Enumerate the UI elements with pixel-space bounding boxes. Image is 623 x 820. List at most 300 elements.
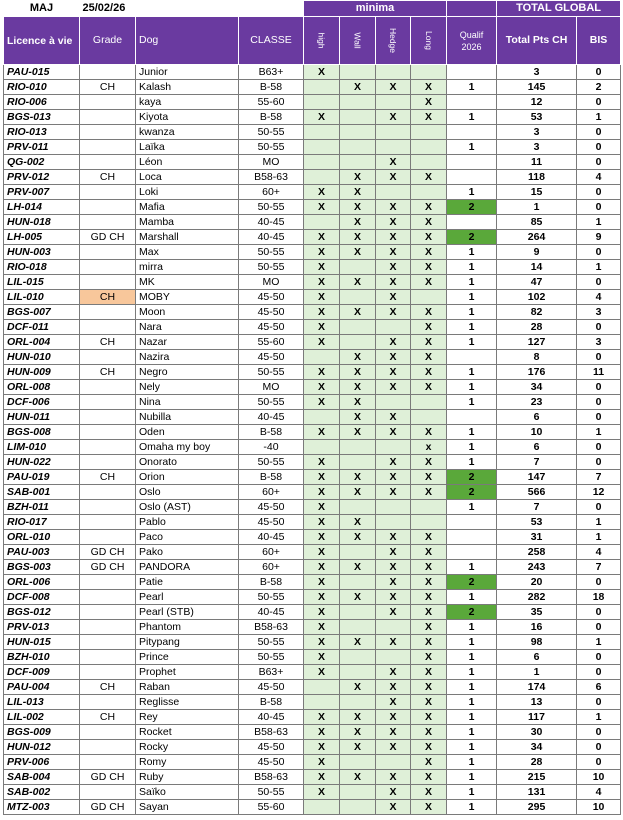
cell-grade (80, 500, 136, 515)
table-row (4, 590, 621, 605)
table-row (4, 710, 621, 725)
cell-classe: B-58 (239, 80, 304, 95)
col-total-pts: Total Pts CH (497, 17, 577, 65)
cell-wall (340, 65, 376, 80)
cell-dog: Onorato (136, 455, 239, 470)
cell-long: X (411, 605, 447, 620)
cell-long: X (411, 275, 447, 290)
cell-pts: 3 (497, 140, 577, 155)
cell-wall: X (340, 350, 376, 365)
table-row (4, 725, 621, 740)
cell-hedge: X (376, 380, 411, 395)
cell-qualif: 1 (447, 500, 497, 515)
cell-wall: X (340, 185, 376, 200)
cell-grade (80, 305, 136, 320)
cell-dog: Kiyota (136, 110, 239, 125)
cell-licence: BGS-013 (4, 110, 80, 125)
cell-grade: CH (80, 710, 136, 725)
cell-dog: Pearl (136, 590, 239, 605)
cell-classe: B63+ (239, 665, 304, 680)
cell-licence: BGS-008 (4, 425, 80, 440)
cell-grade (80, 350, 136, 365)
table-row (4, 110, 621, 125)
table-row (4, 215, 621, 230)
cell-pts: 1 (497, 665, 577, 680)
cell-pts: 14 (497, 260, 577, 275)
cell-pts: 215 (497, 770, 577, 785)
cell-hedge: X (376, 305, 411, 320)
cell-long: X (411, 95, 447, 110)
cell-grade (80, 185, 136, 200)
cell-bis: 0 (577, 620, 621, 635)
cell-licence: PRV-012 (4, 170, 80, 185)
cell-licence: RIO-018 (4, 260, 80, 275)
cell-grade (80, 65, 136, 80)
cell-pts: 35 (497, 605, 577, 620)
cell-pts: 28 (497, 755, 577, 770)
cell-long: X (411, 455, 447, 470)
cell-high (304, 800, 340, 815)
cell-licence: HUN-009 (4, 365, 80, 380)
cell-dog: Pako (136, 545, 239, 560)
cell-licence: DCF-006 (4, 395, 80, 410)
cell-wall (340, 110, 376, 125)
cell-hedge (376, 755, 411, 770)
cell-high: X (304, 500, 340, 515)
cell-hedge (376, 395, 411, 410)
cell-wall: X (340, 710, 376, 725)
cell-hedge (376, 140, 411, 155)
table-row (4, 635, 621, 650)
cell-grade (80, 275, 136, 290)
cell-classe: 60+ (239, 185, 304, 200)
cell-grade (80, 590, 136, 605)
table-row (4, 650, 621, 665)
cell-licence: HUN-011 (4, 410, 80, 425)
cell-grade (80, 455, 136, 470)
cell-long: X (411, 260, 447, 275)
cell-high: X (304, 455, 340, 470)
top-header-row (4, 1, 621, 17)
cell-bis: 4 (577, 785, 621, 800)
cell-qualif: 1 (447, 335, 497, 350)
cell-qualif: 1 (447, 140, 497, 155)
cell-pts: 117 (497, 710, 577, 725)
cell-bis: 9 (577, 230, 621, 245)
table-row (4, 290, 621, 305)
cell-grade: CH (80, 290, 136, 305)
cell-licence: BGS-012 (4, 605, 80, 620)
cell-wall (340, 605, 376, 620)
cell-long (411, 515, 447, 530)
table-row (4, 665, 621, 680)
cell-high: X (304, 470, 340, 485)
cell-pts: 243 (497, 560, 577, 575)
cell-bis: 0 (577, 140, 621, 155)
cell-licence: PRV-013 (4, 620, 80, 635)
table-row (4, 785, 621, 800)
table-row (4, 500, 621, 515)
table-row (4, 320, 621, 335)
cell-dog: Loki (136, 185, 239, 200)
cell-classe: B58-63 (239, 620, 304, 635)
cell-dog: Prophet (136, 665, 239, 680)
cell-long: X (411, 635, 447, 650)
cell-dog: Léon (136, 155, 239, 170)
cell-grade (80, 740, 136, 755)
col-hedge (376, 17, 411, 65)
table-row (4, 755, 621, 770)
cell-grade: GD CH (80, 560, 136, 575)
cell-licence: HUN-022 (4, 455, 80, 470)
cell-classe: 55-60 (239, 335, 304, 350)
table-row (4, 770, 621, 785)
cell-classe: 55-60 (239, 95, 304, 110)
table-row (4, 575, 621, 590)
cell-bis: 1 (577, 530, 621, 545)
cell-qualif: 1 (447, 800, 497, 815)
cell-wall (340, 290, 376, 305)
cell-grade (80, 95, 136, 110)
cell-hedge (376, 515, 411, 530)
cell-long (411, 395, 447, 410)
table-row (4, 410, 621, 425)
cell-high: X (304, 725, 340, 740)
cell-wall (340, 800, 376, 815)
cell-high: X (304, 110, 340, 125)
cell-bis: 0 (577, 380, 621, 395)
cell-pts: 6 (497, 440, 577, 455)
cell-dog: Nazar (136, 335, 239, 350)
cell-wall: X (340, 275, 376, 290)
cell-wall (340, 455, 376, 470)
cell-pts: 30 (497, 725, 577, 740)
cell-bis: 0 (577, 320, 621, 335)
cell-bis: 3 (577, 335, 621, 350)
cell-hedge: X (376, 605, 411, 620)
cell-pts: 7 (497, 455, 577, 470)
cell-licence: DCF-008 (4, 590, 80, 605)
cell-grade (80, 530, 136, 545)
cell-hedge (376, 65, 411, 80)
cell-hedge: X (376, 155, 411, 170)
cell-dog: Pitypang (136, 635, 239, 650)
cell-grade (80, 575, 136, 590)
cell-dog: Pearl (STB) (136, 605, 239, 620)
cell-high: X (304, 65, 340, 80)
cell-long: X (411, 485, 447, 500)
cell-classe: 45-50 (239, 515, 304, 530)
cell-long (411, 65, 447, 80)
cell-classe: MO (239, 380, 304, 395)
cell-classe: B-58 (239, 110, 304, 125)
cell-classe: 50-55 (239, 785, 304, 800)
cell-licence: BZH-011 (4, 500, 80, 515)
cell-long: X (411, 245, 447, 260)
cell-qualif: 1 (447, 395, 497, 410)
cell-dog: Romy (136, 755, 239, 770)
cell-bis: 0 (577, 455, 621, 470)
cell-long: X (411, 170, 447, 185)
col-grade: Grade (80, 17, 136, 65)
cell-long: X (411, 425, 447, 440)
cell-qualif: 1 (447, 320, 497, 335)
cell-wall: X (340, 245, 376, 260)
cell-dog: Prince (136, 650, 239, 665)
cell-qualif: 1 (447, 770, 497, 785)
col-dog: Dog (136, 17, 239, 65)
cell-pts: 145 (497, 80, 577, 95)
cell-pts: 566 (497, 485, 577, 500)
cell-wall: X (340, 305, 376, 320)
maj-label: MAJ (29, 1, 54, 14)
table-row (4, 305, 621, 320)
cell-high: X (304, 650, 340, 665)
cell-licence: SAB-004 (4, 770, 80, 785)
cell-pts: 15 (497, 185, 577, 200)
cell-long: X (411, 200, 447, 215)
cell-hedge: X (376, 560, 411, 575)
cell-bis: 0 (577, 650, 621, 665)
cell-hedge: X (376, 350, 411, 365)
cell-high: X (304, 530, 340, 545)
table-row (4, 65, 621, 80)
cell-hedge: X (376, 335, 411, 350)
cell-classe: 45-50 (239, 740, 304, 755)
cell-grade: CH (80, 170, 136, 185)
cell-long: X (411, 335, 447, 350)
cell-pts: 264 (497, 230, 577, 245)
cell-high (304, 95, 340, 110)
cell-high: X (304, 710, 340, 725)
cell-pts: 6 (497, 410, 577, 425)
cell-pts: 102 (497, 290, 577, 305)
cell-bis: 4 (577, 545, 621, 560)
cell-grade (80, 380, 136, 395)
cell-hedge: X (376, 200, 411, 215)
total-global-header: TOTAL GLOBAL (497, 1, 621, 17)
col-qualif: Qualif 2026 (447, 17, 497, 65)
col-high (304, 17, 340, 65)
cell-dog: Mamba (136, 215, 239, 230)
cell-pts: 9 (497, 245, 577, 260)
table-row (4, 695, 621, 710)
cell-high (304, 440, 340, 455)
cell-qualif: 1 (447, 110, 497, 125)
cell-qualif: 1 (447, 290, 497, 305)
table-row (4, 230, 621, 245)
cell-long (411, 155, 447, 170)
cell-high: X (304, 785, 340, 800)
cell-qualif: 2 (447, 230, 497, 245)
cell-high: X (304, 770, 340, 785)
cell-hedge: X (376, 545, 411, 560)
cell-wall (340, 95, 376, 110)
table-row (4, 455, 621, 470)
cell-wall: X (340, 515, 376, 530)
cell-classe: 50-55 (239, 395, 304, 410)
cell-high (304, 410, 340, 425)
cell-high: X (304, 575, 340, 590)
cell-wall (340, 575, 376, 590)
cell-high: X (304, 740, 340, 755)
cell-high: X (304, 275, 340, 290)
cell-dog: Raban (136, 680, 239, 695)
cell-pts: 13 (497, 695, 577, 710)
cell-qualif: 1 (447, 260, 497, 275)
cell-wall: X (340, 410, 376, 425)
cell-licence: PAU-019 (4, 470, 80, 485)
cell-dog: kwanza (136, 125, 239, 140)
cell-high: X (304, 365, 340, 380)
cell-bis: 0 (577, 605, 621, 620)
cell-qualif: 2 (447, 575, 497, 590)
cell-qualif: 1 (447, 590, 497, 605)
cell-long: X (411, 710, 447, 725)
cell-classe: 40-45 (239, 230, 304, 245)
cell-classe: 50-55 (239, 245, 304, 260)
cell-wall: X (340, 395, 376, 410)
cell-qualif: 1 (447, 620, 497, 635)
cell-long: X (411, 560, 447, 575)
cell-dog: Nely (136, 380, 239, 395)
cell-hedge (376, 620, 411, 635)
cell-wall: X (340, 380, 376, 395)
cell-dog: Negro (136, 365, 239, 380)
cell-classe: 40-45 (239, 215, 304, 230)
cell-long: X (411, 740, 447, 755)
cell-bis: 0 (577, 755, 621, 770)
cell-pts: 11 (497, 155, 577, 170)
cell-bis: 12 (577, 485, 621, 500)
cell-pts: 131 (497, 785, 577, 800)
cell-hedge: X (376, 710, 411, 725)
cell-licence: PRV-007 (4, 185, 80, 200)
cell-qualif (447, 155, 497, 170)
cell-pts: 82 (497, 305, 577, 320)
cell-classe: 50-55 (239, 200, 304, 215)
cell-dog: mirra (136, 260, 239, 275)
cell-high: X (304, 560, 340, 575)
cell-classe: 60+ (239, 560, 304, 575)
cell-hedge: X (376, 245, 411, 260)
cell-licence: ORL-008 (4, 380, 80, 395)
table-row (4, 530, 621, 545)
cell-high (304, 125, 340, 140)
table-row (4, 740, 621, 755)
cell-long: X (411, 320, 447, 335)
cell-qualif: 1 (447, 635, 497, 650)
table-row (4, 515, 621, 530)
cell-hedge: X (376, 785, 411, 800)
cell-pts: 7 (497, 500, 577, 515)
cell-classe: 50-55 (239, 455, 304, 470)
cell-pts: 34 (497, 740, 577, 755)
col-classe: CLASSE (239, 17, 304, 65)
cell-grade (80, 635, 136, 650)
cell-long: X (411, 770, 447, 785)
cell-qualif: 1 (447, 365, 497, 380)
cell-dog: Oslo (AST) (136, 500, 239, 515)
column-header-row (4, 17, 621, 65)
cell-qualif: 1 (447, 740, 497, 755)
cell-grade: CH (80, 470, 136, 485)
cell-licence: BZH-010 (4, 650, 80, 665)
cell-pts: 8 (497, 350, 577, 365)
ranking-table (3, 0, 621, 815)
table-row (4, 275, 621, 290)
cell-grade (80, 440, 136, 455)
cell-bis: 7 (577, 560, 621, 575)
cell-pts: 16 (497, 620, 577, 635)
cell-classe: 40-45 (239, 710, 304, 725)
cell-dog: Nazira (136, 350, 239, 365)
cell-qualif: 1 (447, 455, 497, 470)
cell-classe: B-58 (239, 470, 304, 485)
cell-hedge: X (376, 725, 411, 740)
cell-wall (340, 260, 376, 275)
cell-dog: Mafia (136, 200, 239, 215)
cell-dog: Rey (136, 710, 239, 725)
cell-classe: B58-63 (239, 725, 304, 740)
cell-bis: 0 (577, 245, 621, 260)
cell-hedge: X (376, 275, 411, 290)
cell-wall: X (340, 740, 376, 755)
cell-pts: 98 (497, 635, 577, 650)
cell-licence: LH-005 (4, 230, 80, 245)
table-row (4, 260, 621, 275)
cell-long: X (411, 725, 447, 740)
cell-grade: GD CH (80, 800, 136, 815)
col-high-label: high (317, 32, 328, 49)
cell-wall: X (340, 425, 376, 440)
cell-classe: 50-55 (239, 650, 304, 665)
cell-bis: 4 (577, 170, 621, 185)
cell-high: X (304, 605, 340, 620)
cell-bis: 1 (577, 635, 621, 650)
cell-classe: B63+ (239, 65, 304, 80)
cell-bis: 0 (577, 155, 621, 170)
cell-dog: Phantom (136, 620, 239, 635)
cell-long (411, 140, 447, 155)
table-row (4, 95, 621, 110)
cell-bis: 10 (577, 770, 621, 785)
cell-qualif: 1 (447, 80, 497, 95)
cell-wall (340, 500, 376, 515)
cell-wall: X (340, 680, 376, 695)
cell-hedge: X (376, 80, 411, 95)
cell-dog: Orion (136, 470, 239, 485)
cell-long: X (411, 575, 447, 590)
table-row (4, 155, 621, 170)
cell-classe: 50-55 (239, 635, 304, 650)
cell-long: x (411, 440, 447, 455)
cell-classe: 60+ (239, 545, 304, 560)
cell-dog: Ruby (136, 770, 239, 785)
cell-qualif: 1 (447, 380, 497, 395)
cell-bis: 1 (577, 425, 621, 440)
cell-hedge (376, 500, 411, 515)
cell-qualif: 1 (447, 275, 497, 290)
cell-qualif (447, 545, 497, 560)
cell-bis: 10 (577, 800, 621, 815)
cell-licence: PRV-006 (4, 755, 80, 770)
cell-pts: 127 (497, 335, 577, 350)
cell-dog: Oden (136, 425, 239, 440)
maj-date: 25/02/26 (82, 1, 126, 14)
cell-qualif: 1 (447, 560, 497, 575)
cell-classe: MO (239, 275, 304, 290)
